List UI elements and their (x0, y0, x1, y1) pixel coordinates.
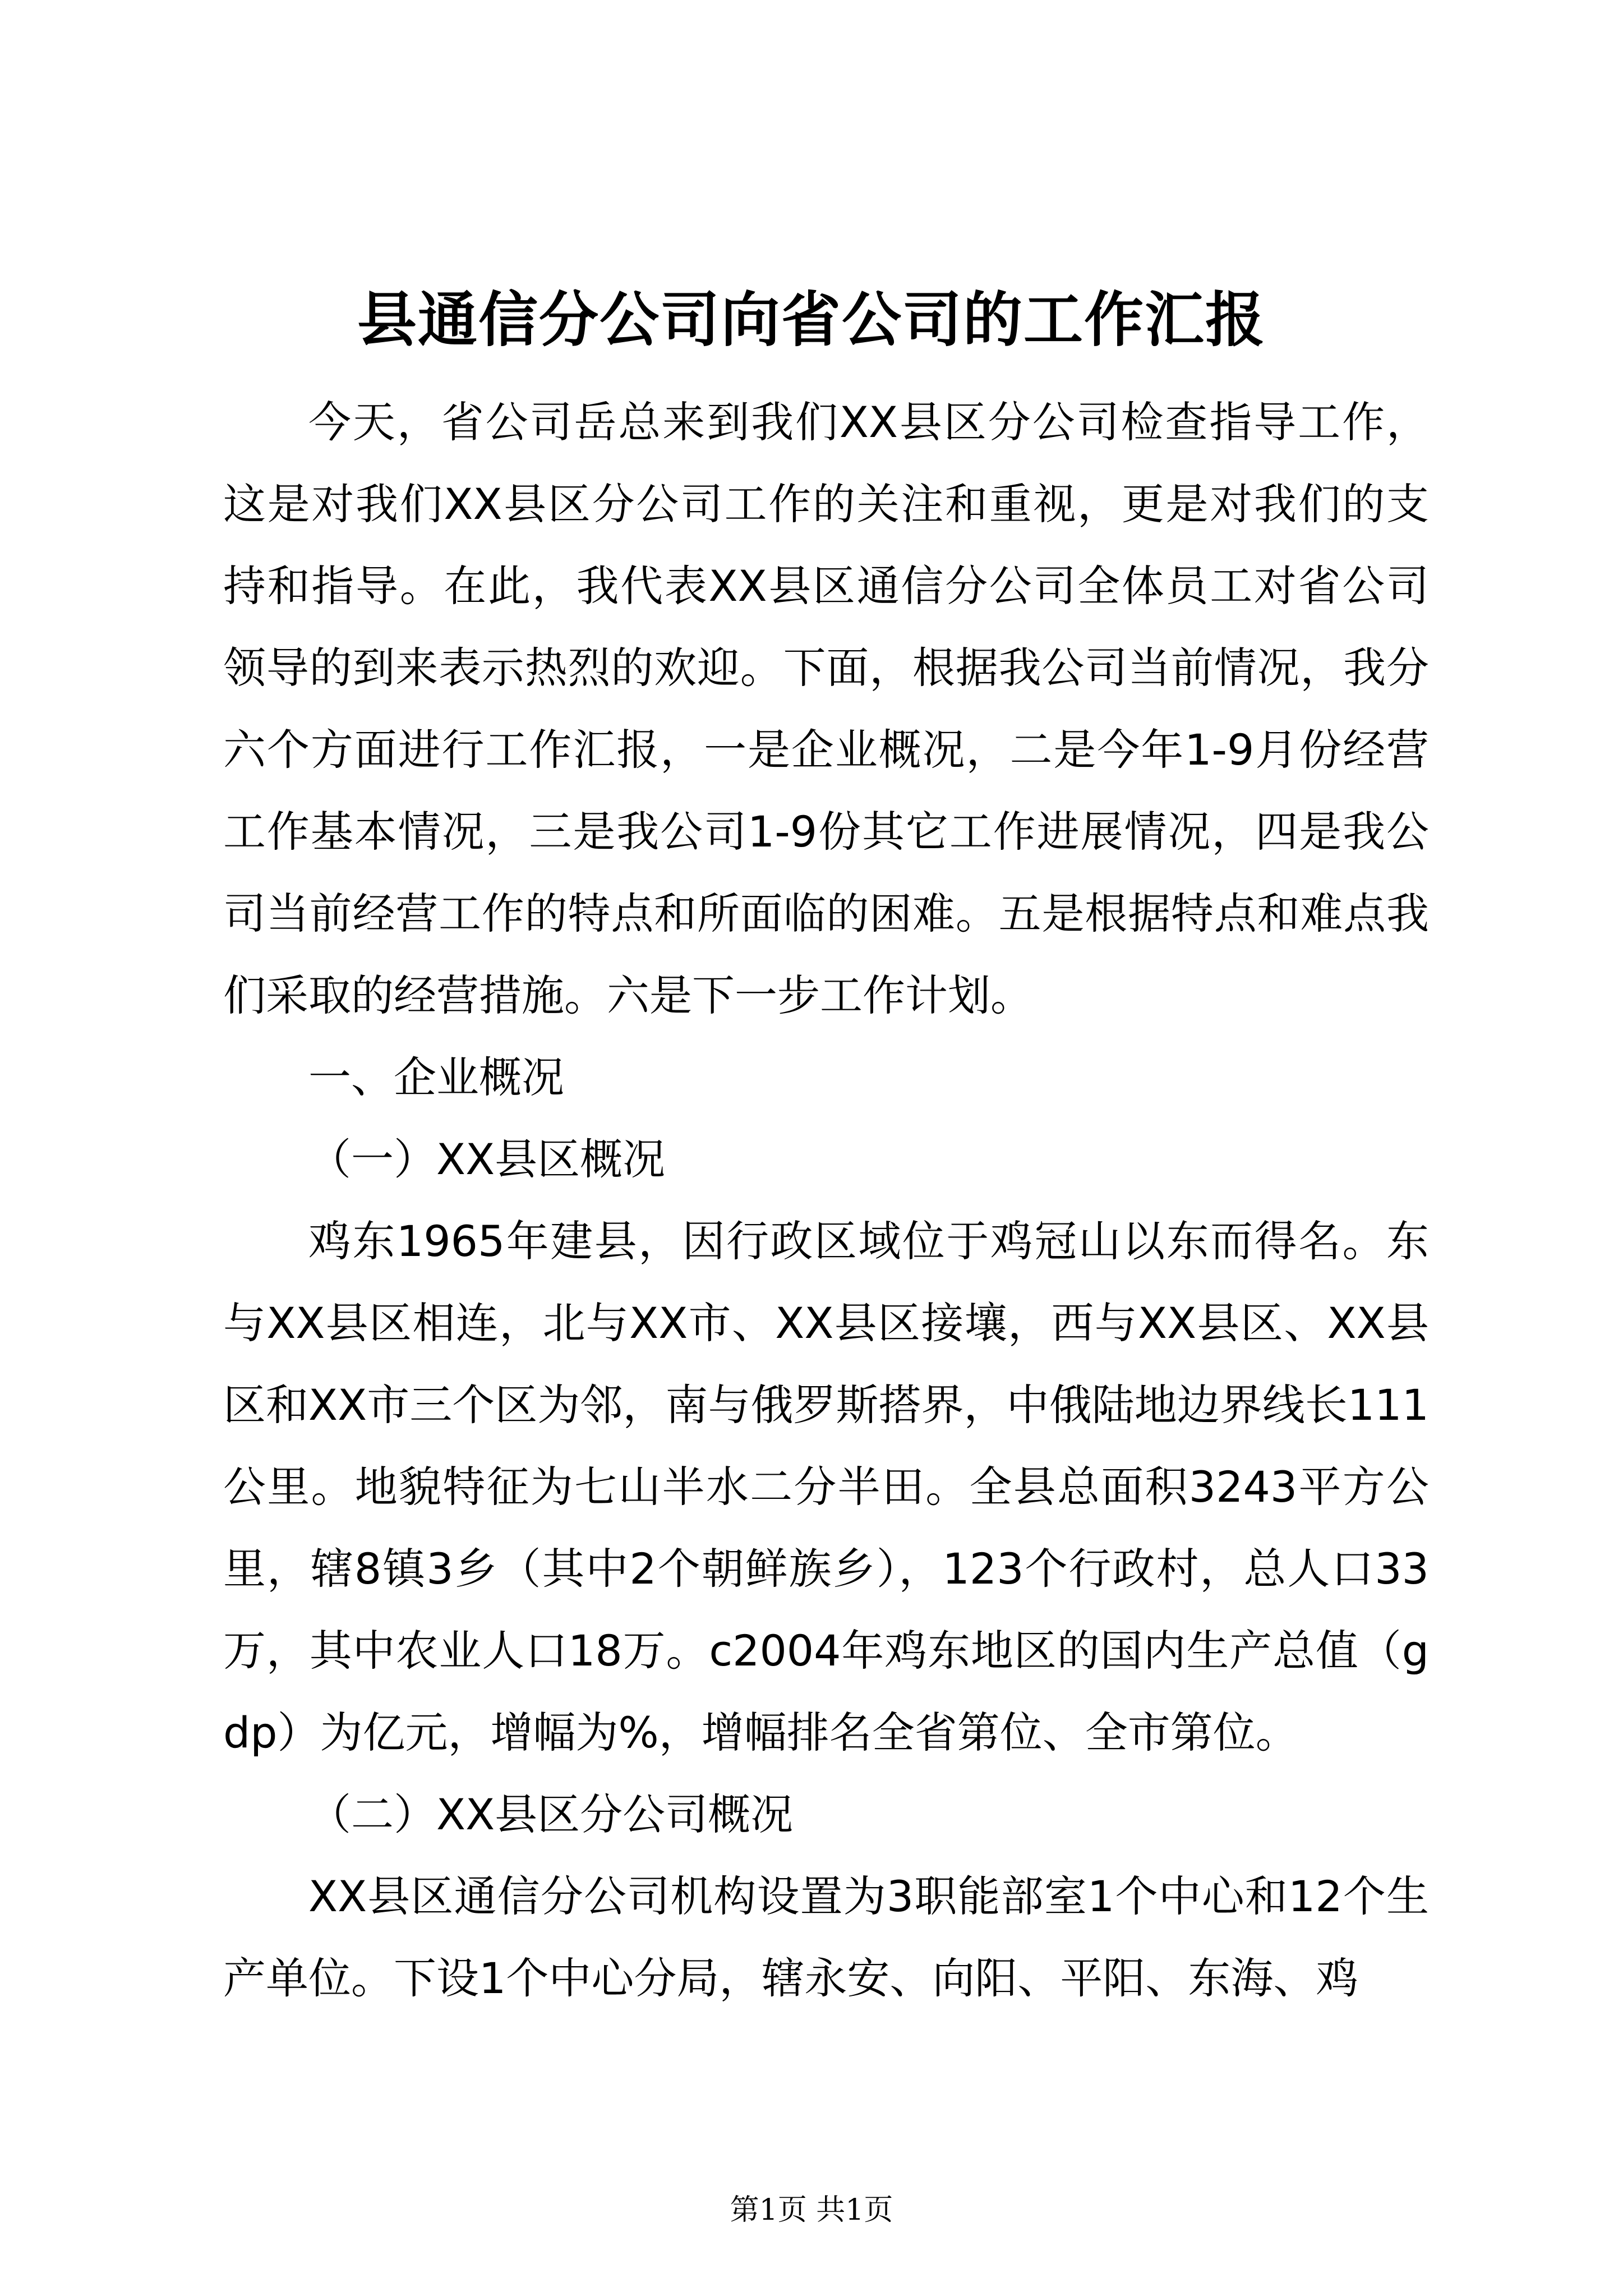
section-heading-1: 一、企业概况 (308, 1052, 564, 1102)
branch-overview-paragraph: XX县区通信分公司机构设置为3职能部室1个中心和12个生产单位。下设1个中心分局，辖永安、向阳、平阳、东海、鸡 (223, 1871, 1429, 2003)
subsection-heading-1: （一）XX县区概况 (308, 1134, 666, 1184)
document-body (223, 381, 1429, 2019)
subsection-heading-2: （二）XX县区分公司概况 (308, 1789, 794, 1839)
page-footer: 第1页 共1页 (730, 2193, 893, 2227)
intro-paragraph: 今天，省公司岳总来到我们XX县区分公司检查指导工作，这是对我们XX县区分公司工作的关注和重视，更是对我们的支持和指导。在此，我代表XX县区通信分公司全体员工对省公司领导的到来表示热烈的欢迎。下面，根据我公司当前情况，我分六个方面进行工作汇报，一是企业概况，二是今年1-9月份经营工作基本情况，三是我公司1-9份其它工作进展情况，四是我公司当前经营工作的特点和所面临的困难。五是根据特点和难点我们采取的经营措施。六是下一步工作计划。 (223, 397, 1429, 1020)
document-title: 县通信分公司向省公司的工作汇报 (357, 284, 1266, 355)
county-overview-paragraph: 鸡东1965年建县，因行政区域位于鸡冠山以东而得名。东与XX县区相连，北与XX市、XX县区接壤，西与XX县区、XX县区和XX市三个区为邻，南与俄罗斯搭界，中俄陆地边界线长111公里。地貌特征为七山半水二分半田。全县总面积3243平方公里，辖8镇3乡（其中2个朝鲜族乡），123个行政村，总人口33万，其中农业人口18万。c2004年鸡东地区的国内生产总值（gdp）为亿元，增幅为%，增幅排名全省第位、全市第位。 (223, 1216, 1429, 1757)
